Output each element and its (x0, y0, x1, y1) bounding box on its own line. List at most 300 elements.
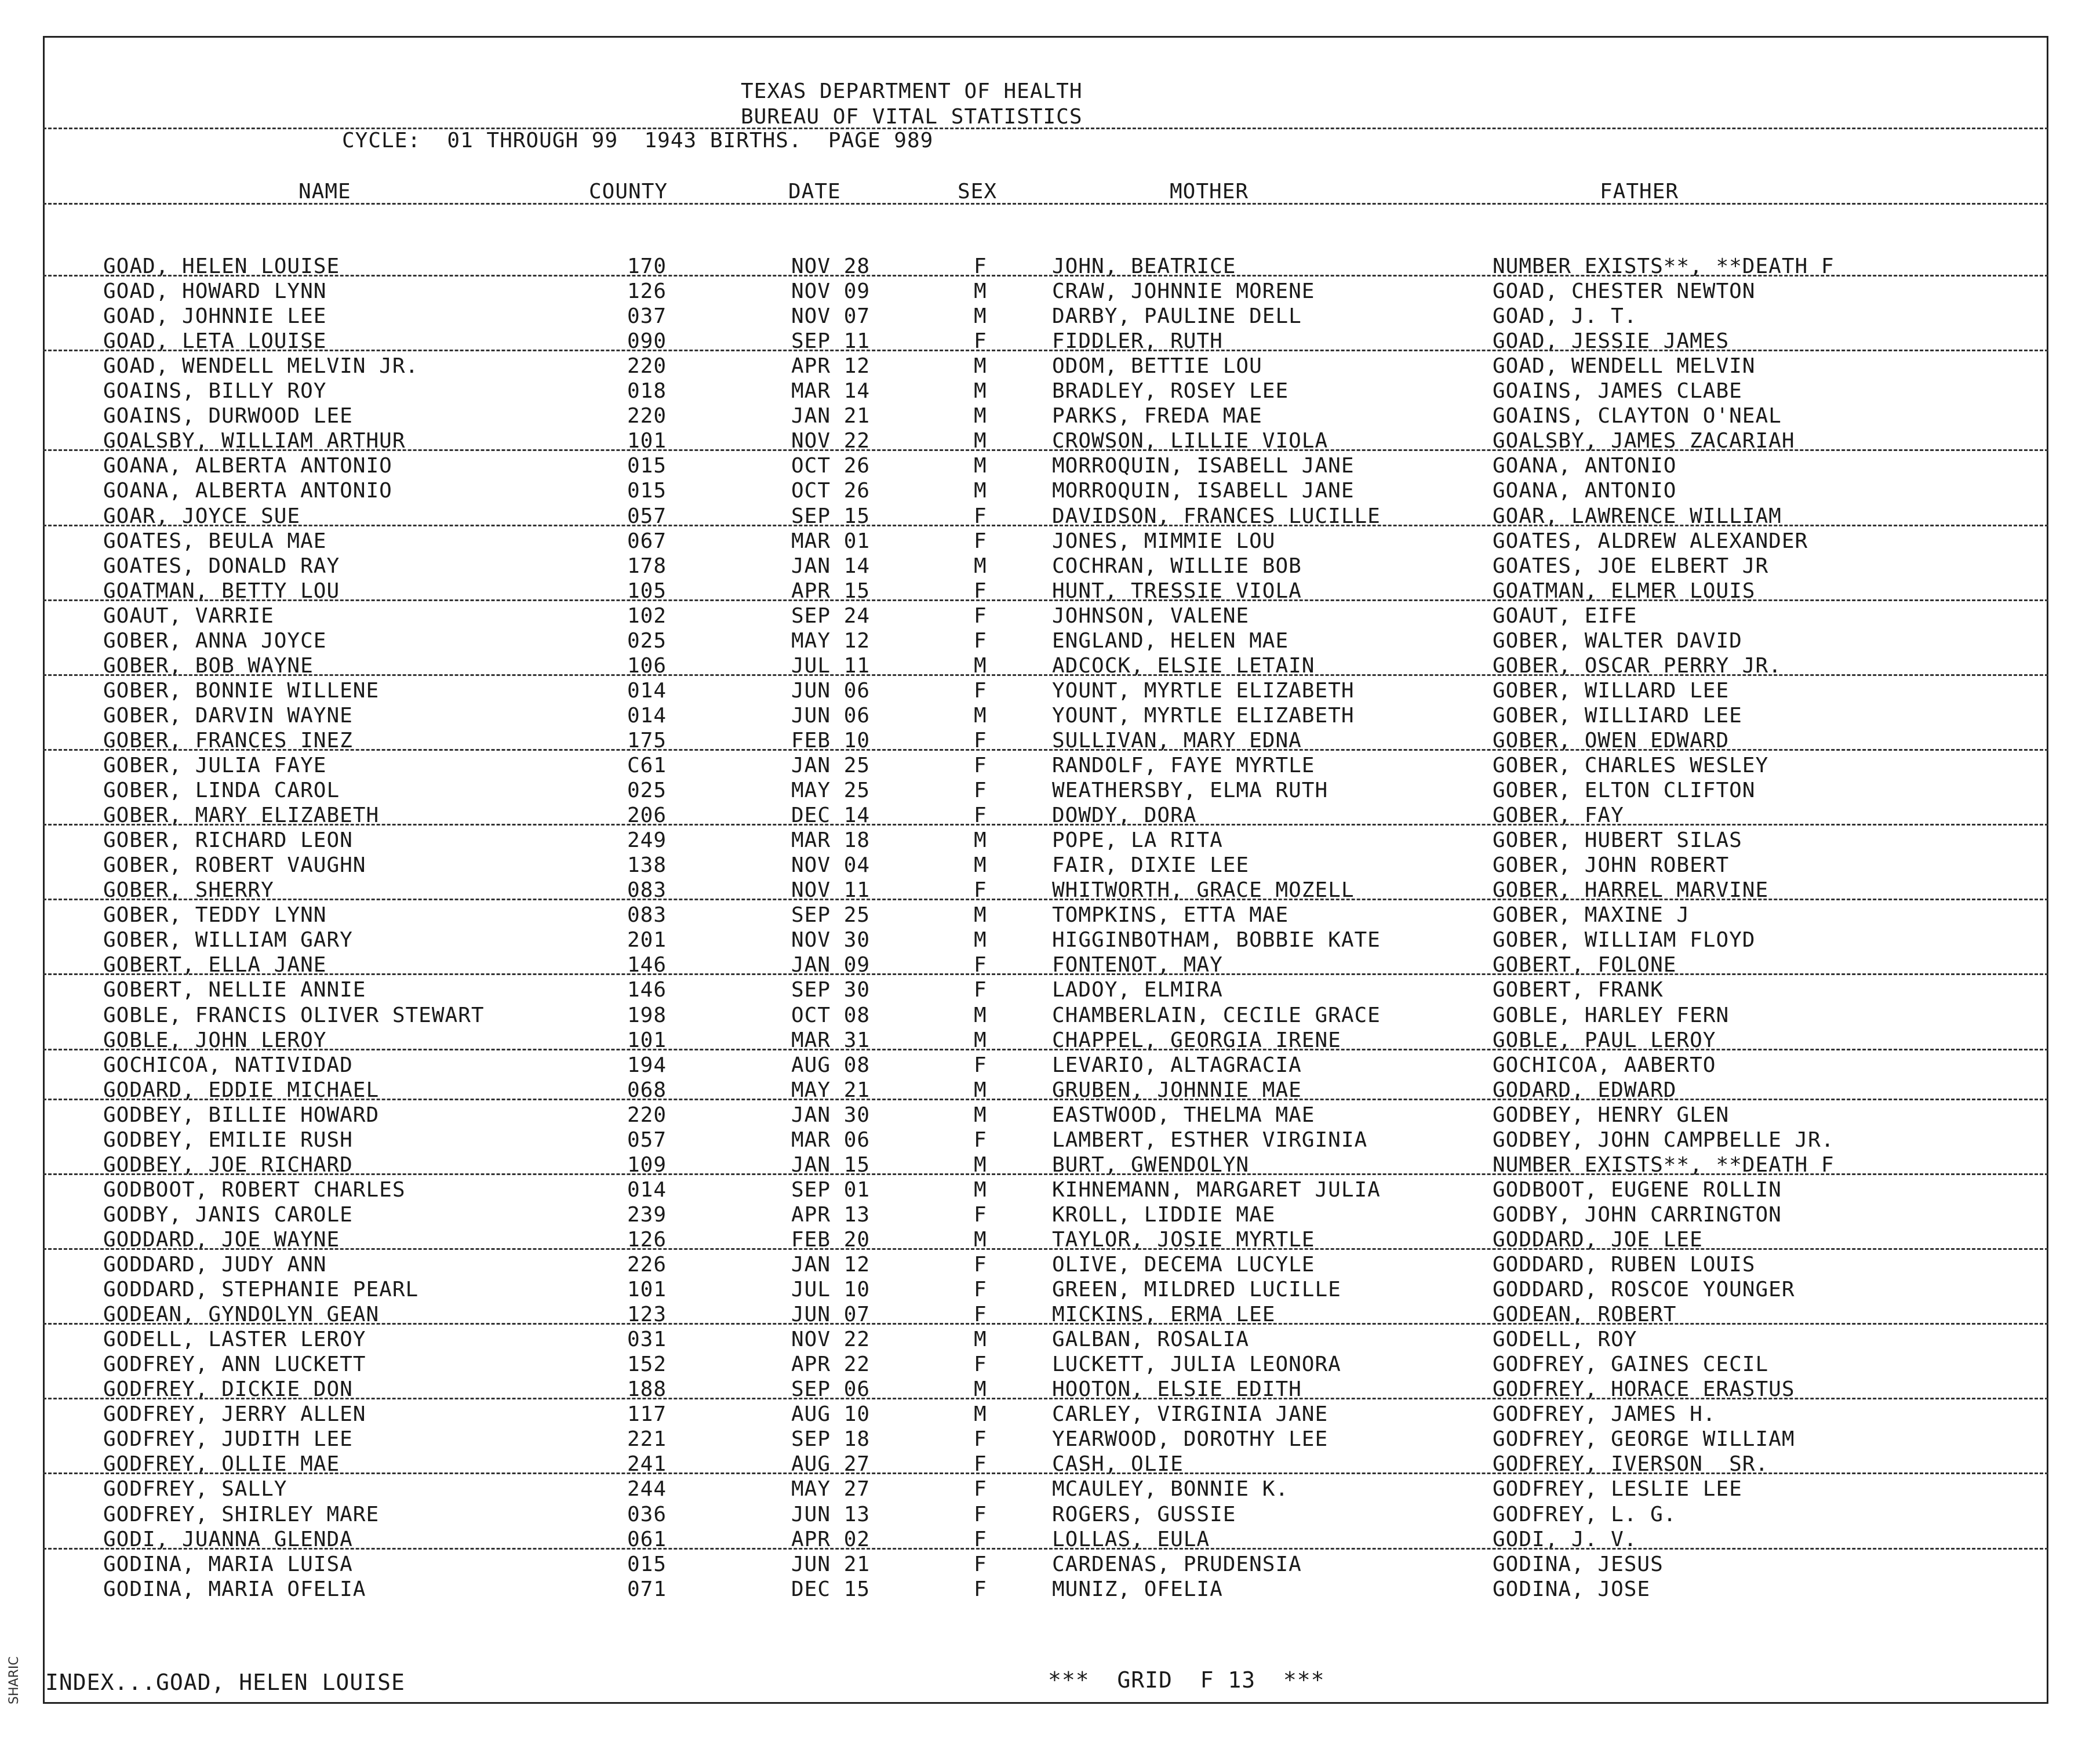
cell-county: 123 (627, 1303, 667, 1327)
cell-name: GODBEY, JOE RICHARD (103, 1152, 353, 1177)
cell-mother: HIGGINBOTHAM, BOBBIE KATE (1052, 928, 1381, 952)
cell-sex: F (974, 1452, 987, 1477)
cell-date: NOV 04 (791, 853, 871, 878)
table-row (0, 1128, 2100, 1152)
cell-sex: M (974, 1177, 987, 1202)
table-row (0, 1502, 2100, 1527)
cell-name: GODFREY, DICKIE DON (103, 1377, 353, 1402)
cell-mother: HUNT, TRESSIE VIOLA (1052, 579, 1302, 603)
cell-county: 105 (627, 579, 667, 603)
cell-name: GODBEY, BILLIE HOWARD (103, 1103, 380, 1127)
cell-sex: M (974, 1227, 987, 1252)
cell-sex: M (974, 1028, 987, 1052)
cell-county: 083 (627, 878, 667, 903)
cell-mother: MORROQUIN, ISABELL JANE (1052, 454, 1355, 478)
cell-mother: CHAMBERLAIN, CECILE GRACE (1052, 1003, 1381, 1027)
cell-county: 083 (627, 903, 667, 928)
cell-father: GOBERT, FOLONE (1493, 953, 1677, 977)
cell-sex: M (974, 379, 987, 403)
cell-county: 126 (627, 279, 667, 304)
cell-sex: F (974, 329, 987, 354)
cell-sex: M (974, 1152, 987, 1177)
table-row (0, 1103, 2100, 1128)
cell-mother: KIHNEMANN, MARGARET JULIA (1052, 1177, 1381, 1202)
row-separator (43, 449, 2048, 451)
cell-mother: TOMPKINS, ETTA MAE (1052, 903, 1289, 928)
cell-father: GOBER, JOHN ROBERT (1493, 853, 1730, 878)
cell-mother: ENGLAND, HELEN MAE (1052, 628, 1289, 653)
cell-name: GODDARD, JUDY ANN (103, 1253, 327, 1277)
cell-father: GOBER, MAXINE J (1493, 903, 1690, 928)
cell-father: GODFREY, LESLIE LEE (1493, 1477, 1742, 1501)
cell-date: MAR 06 (791, 1128, 871, 1152)
cell-name: GOATMAN, BETTY LOU (103, 579, 340, 603)
cell-name: GOAINS, DURWOOD LEE (103, 404, 353, 428)
table-row (0, 1327, 2100, 1352)
cell-sex: F (974, 529, 987, 553)
cell-name: GODBOOT, ROBERT CHARLES (103, 1177, 406, 1202)
cell-mother: LADOY, ELMIRA (1052, 978, 1223, 1002)
row-separator (43, 1398, 2048, 1399)
cell-name: GOAINS, BILLY ROY (103, 379, 327, 403)
table-row (0, 478, 2100, 503)
column-header-mother: MOTHER (1170, 180, 1249, 203)
cell-date: DEC 14 (791, 803, 871, 828)
cell-date: JAN 12 (791, 1253, 871, 1277)
cell-sex: F (974, 603, 987, 628)
table-row (0, 1053, 2100, 1078)
cell-county: 220 (627, 1103, 667, 1127)
cell-sex: F (974, 579, 987, 603)
cell-mother: DAVIDSON, FRANCES LUCILLE (1052, 504, 1381, 528)
cell-father: GOBER, WILLIARD LEE (1493, 703, 1742, 728)
table-row (0, 379, 2100, 403)
cell-father: GOALSBY, JAMES ZACARIAH (1493, 429, 1795, 453)
cell-name: GOBERT, ELLA JANE (103, 953, 327, 977)
row-separator (43, 973, 2048, 975)
cell-father: GOANA, ANTONIO (1493, 479, 1677, 503)
cell-mother: HOOTON, ELSIE EDITH (1052, 1377, 1302, 1402)
cell-date: FEB 20 (791, 1227, 871, 1252)
cell-date: APR 22 (791, 1352, 871, 1377)
cell-date: APR 15 (791, 579, 871, 603)
cell-father: GOAD, WENDELL MELVIN (1493, 354, 1756, 379)
table-row (0, 453, 2100, 478)
cell-county: 117 (627, 1402, 667, 1427)
cell-mother: JONES, MIMMIE LOU (1052, 529, 1276, 553)
cell-county: 194 (627, 1053, 667, 1077)
cell-name: GOBER, RICHARD LEON (103, 828, 353, 853)
cell-mother: CRAW, JOHNNIE MORENE (1052, 279, 1315, 304)
cell-mother: CARLEY, VIRGINIA JANE (1052, 1402, 1329, 1427)
cell-date: OCT 08 (791, 1003, 871, 1027)
cell-mother: CHAPPEL, GEORGIA IRENE (1052, 1028, 1341, 1052)
cell-county: 239 (627, 1202, 667, 1227)
cell-name: GOBER, FRANCES INEZ (103, 728, 353, 752)
cell-mother: WHITWORTH, GRACE MOZELL (1052, 878, 1355, 903)
cell-name: GOBERT, NELLIE ANNIE (103, 978, 366, 1002)
cell-name: GODI, JUANNA GLENDA (103, 1527, 353, 1551)
cell-county: 178 (627, 554, 667, 578)
cell-father: GOBER, HARREL MARVINE (1493, 878, 1769, 903)
cell-sex: F (974, 728, 987, 752)
cell-county: 175 (627, 728, 667, 752)
cell-name: GOBER, DARVIN WAYNE (103, 703, 353, 728)
table-row (0, 753, 2100, 778)
table-row (0, 403, 2100, 428)
cell-county: 221 (627, 1427, 667, 1452)
table-row (0, 678, 2100, 703)
cell-mother: YOUNT, MYRTLE ELIZABETH (1052, 678, 1355, 703)
cell-date: JUL 10 (791, 1278, 871, 1302)
cell-date: MAY 21 (791, 1078, 871, 1102)
cell-county: C61 (627, 754, 667, 777)
cell-sex: M (974, 554, 987, 578)
cell-mother: BRADLEY, ROSEY LEE (1052, 379, 1289, 403)
table-row (0, 828, 2100, 853)
cell-father: GODFREY, GEORGE WILLIAM (1493, 1427, 1795, 1452)
table-row (0, 529, 2100, 554)
cell-father: GOCHICOA, AABERTO (1493, 1053, 1716, 1077)
cell-name: GODFREY, JERRY ALLEN (103, 1402, 366, 1427)
cell-sex: F (974, 678, 987, 703)
cell-county: 036 (627, 1502, 667, 1526)
cell-name: GODFREY, SALLY (103, 1477, 287, 1501)
cell-date: FEB 10 (791, 728, 871, 752)
cell-name: GOBER, TEDDY LYNN (103, 903, 327, 928)
department-title: TEXAS DEPARTMENT OF HEALTH (741, 79, 1083, 103)
cell-mother: DARBY, PAULINE DELL (1052, 304, 1302, 329)
cell-date: SEP 11 (791, 329, 871, 354)
cell-county: 068 (627, 1078, 667, 1102)
cell-father: GOATES, ALDREW ALEXANDER (1493, 529, 1808, 553)
cell-mother: ROGERS, GUSSIE (1052, 1502, 1236, 1526)
cell-date: JAN 30 (791, 1103, 871, 1127)
cell-sex: M (974, 279, 987, 304)
cell-sex: F (974, 628, 987, 653)
cell-father: GODFREY, L. G. (1493, 1502, 1677, 1526)
cell-mother: COCHRAN, WILLIE BOB (1052, 554, 1302, 578)
cell-county: 146 (627, 978, 667, 1002)
cell-date: SEP 15 (791, 504, 871, 528)
cell-date: NOV 09 (791, 279, 871, 304)
cell-father: GODDARD, RUBEN LOUIS (1493, 1253, 1756, 1277)
cell-county: 101 (627, 1028, 667, 1052)
index-label: INDEX...GOAD, HELEN LOUISE (45, 1670, 405, 1695)
cell-mother: BURT, GWENDOLYN (1052, 1152, 1250, 1177)
cell-county: 101 (627, 1278, 667, 1302)
cell-name: GOBLE, JOHN LEROY (103, 1028, 327, 1052)
cell-date: APR 02 (791, 1527, 871, 1551)
cell-father: GODFREY, HORACE ERASTUS (1493, 1377, 1795, 1402)
cell-date: SEP 01 (791, 1177, 871, 1202)
cell-father: GOBERT, FRANK (1493, 978, 1664, 1002)
cell-sex: M (974, 653, 987, 678)
table-row (0, 279, 2100, 304)
cell-sex: F (974, 1253, 987, 1277)
cell-sex: F (974, 1352, 987, 1377)
cell-name: GOANA, ALBERTA ANTONIO (103, 454, 392, 478)
cell-date: SEP 06 (791, 1377, 871, 1402)
cell-county: 198 (627, 1003, 667, 1027)
cell-date: NOV 22 (791, 1328, 871, 1352)
cell-county: 146 (627, 953, 667, 977)
bureau-title: BUREAU OF VITAL STATISTICS (741, 105, 1083, 129)
cell-father: GOAUT, EIFE (1493, 603, 1637, 628)
cell-father: GOBER, WILLARD LEE (1493, 678, 1730, 703)
cell-county: 018 (627, 379, 667, 403)
cell-county: 067 (627, 529, 667, 553)
table-row (0, 1352, 2100, 1377)
cell-mother: KROLL, LIDDIE MAE (1052, 1202, 1276, 1227)
cell-sex: F (974, 1303, 987, 1327)
cell-mother: MORROQUIN, ISABELL JANE (1052, 479, 1355, 503)
cell-father: GOAR, LAWRENCE WILLIAM (1493, 504, 1782, 528)
cell-name: GODFREY, JUDITH LEE (103, 1427, 353, 1452)
cell-sex: M (974, 1103, 987, 1127)
row-separator (43, 1323, 2048, 1325)
table-row (0, 1003, 2100, 1028)
table-row (0, 853, 2100, 878)
cell-father: GODFREY, GAINES CECIL (1493, 1352, 1769, 1377)
table-row (0, 1477, 2100, 1501)
cell-sex: F (974, 779, 987, 803)
cell-name: GODINA, MARIA OFELIA (103, 1577, 366, 1601)
cell-mother: MCAULEY, BONNIE K. (1052, 1477, 1289, 1501)
cell-mother: RANDOLF, FAYE MYRTLE (1052, 754, 1315, 777)
cell-date: NOV 28 (791, 254, 871, 278)
cell-date: JUN 13 (791, 1502, 871, 1526)
cell-sex: M (974, 903, 987, 928)
cell-sex: F (974, 1278, 987, 1302)
cell-mother: SULLIVAN, MARY EDNA (1052, 728, 1302, 752)
row-separator (43, 749, 2048, 751)
cell-sex: M (974, 1078, 987, 1102)
cell-father: GOBER, WALTER DAVID (1493, 628, 1742, 653)
cell-sex: F (974, 803, 987, 828)
cell-date: OCT 26 (791, 479, 871, 503)
cell-county: 241 (627, 1452, 667, 1477)
cell-name: GOCHICOA, NATIVIDAD (103, 1053, 353, 1077)
row-separator (43, 824, 2048, 826)
column-header-county: COUNTY (589, 180, 668, 203)
cell-name: GOBER, BONNIE WILLENE (103, 678, 380, 703)
cell-sex: M (974, 703, 987, 728)
cell-mother: LUCKETT, JULIA LEONORA (1052, 1352, 1341, 1377)
cell-county: 220 (627, 404, 667, 428)
cell-sex: F (974, 254, 987, 278)
cell-mother: JOHNSON, VALENE (1052, 603, 1250, 628)
cell-county: 138 (627, 853, 667, 878)
cell-name: GOAD, JOHNNIE LEE (103, 304, 327, 329)
cell-sex: F (974, 978, 987, 1002)
column-header-date: DATE (788, 180, 841, 203)
cell-sex: M (974, 304, 987, 329)
cell-county: 220 (627, 354, 667, 379)
cell-county: 061 (627, 1527, 667, 1551)
cell-county: 015 (627, 1552, 667, 1576)
cell-sex: M (974, 454, 987, 478)
cell-mother: OLIVE, DECEMA LUCYLE (1052, 1253, 1315, 1277)
cell-sex: M (974, 1377, 987, 1402)
table-row (0, 1427, 2100, 1452)
cell-father: GOAD, CHESTER NEWTON (1493, 279, 1756, 304)
row-separator (43, 1099, 2048, 1100)
cell-father: GOATES, JOE ELBERT JR (1493, 554, 1769, 578)
cell-name: GOATES, DONALD RAY (103, 554, 340, 578)
cell-date: MAR 14 (791, 379, 871, 403)
cell-mother: GALBAN, ROSALIA (1052, 1328, 1250, 1352)
cell-father: GOANA, ANTONIO (1493, 454, 1677, 478)
cell-mother: MUNIZ, OFELIA (1052, 1577, 1223, 1601)
row-separator (43, 599, 2048, 601)
cell-date: JAN 14 (791, 554, 871, 578)
cell-date: APR 12 (791, 354, 871, 379)
row-separator (43, 1548, 2048, 1550)
cell-father: NUMBER EXISTS**, **DEATH F (1493, 1152, 1835, 1177)
table-row (0, 1552, 2100, 1577)
cell-county: 025 (627, 628, 667, 653)
cell-mother: GRUBEN, JOHNNIE MAE (1052, 1078, 1302, 1102)
cell-father: GOAD, JESSIE JAMES (1493, 329, 1730, 354)
table-row (0, 1252, 2100, 1277)
cell-mother: MICKINS, ERMA LEE (1052, 1303, 1276, 1327)
row-separator (43, 1472, 2048, 1474)
cell-sex: M (974, 853, 987, 878)
cell-county: 025 (627, 779, 667, 803)
cell-name: GOATES, BEULA MAE (103, 529, 327, 553)
cell-mother: CROWSON, LILLIE VIOLA (1052, 429, 1329, 453)
cell-sex: F (974, 1202, 987, 1227)
cell-date: NOV 30 (791, 928, 871, 952)
cell-father: GODINA, JESUS (1493, 1552, 1664, 1576)
cell-sex: F (974, 1552, 987, 1576)
cell-county: 201 (627, 928, 667, 952)
cell-sex: F (974, 1128, 987, 1152)
cell-county: 014 (627, 1177, 667, 1202)
cell-name: GOAD, HOWARD LYNN (103, 279, 327, 304)
cell-date: JAN 21 (791, 404, 871, 428)
table-row (0, 977, 2100, 1002)
cell-county: 106 (627, 653, 667, 678)
cell-name: GOAD, HELEN LOUISE (103, 254, 340, 278)
cell-county: 102 (627, 603, 667, 628)
cell-father: GOBER, CHARLES WESLEY (1493, 754, 1769, 777)
cell-name: GODELL, LASTER LEROY (103, 1328, 366, 1352)
row-separator (43, 1049, 2048, 1050)
cell-date: MAY 12 (791, 628, 871, 653)
cell-date: MAR 31 (791, 1028, 871, 1052)
cell-name: GODINA, MARIA LUISA (103, 1552, 353, 1576)
row-separator (43, 1248, 2048, 1250)
cell-mother: LAMBERT, ESTHER VIRGINIA (1052, 1128, 1368, 1152)
cell-date: NOV 07 (791, 304, 871, 329)
cell-sex: M (974, 429, 987, 453)
cell-father: GODBEY, JOHN CAMPBELLE JR. (1493, 1128, 1835, 1152)
cell-sex: M (974, 354, 987, 379)
column-header-divider (43, 203, 2048, 205)
cell-county: 249 (627, 828, 667, 853)
cell-county: 206 (627, 803, 667, 828)
cell-date: SEP 25 (791, 903, 871, 928)
cell-county: 109 (627, 1152, 667, 1177)
cell-date: JUN 07 (791, 1303, 871, 1327)
cell-name: GOAR, JOYCE SUE (103, 504, 301, 528)
cell-date: AUG 08 (791, 1053, 871, 1077)
cell-father: GODDARD, ROSCOE YOUNGER (1493, 1278, 1795, 1302)
cell-date: MAY 25 (791, 779, 871, 803)
cell-father: GODDARD, JOE LEE (1493, 1227, 1703, 1252)
cell-date: APR 13 (791, 1202, 871, 1227)
cell-name: GODBEY, EMILIE RUSH (103, 1128, 353, 1152)
column-header-father: FATHER (1600, 180, 1679, 203)
cell-sex: M (974, 928, 987, 952)
table-row (0, 628, 2100, 653)
cell-date: NOV 11 (791, 878, 871, 903)
cell-sex: M (974, 404, 987, 428)
cell-county: 170 (627, 254, 667, 278)
row-separator (43, 1173, 2048, 1175)
cell-date: JAN 25 (791, 754, 871, 777)
cell-father: GOAD, J. T. (1493, 304, 1637, 329)
cell-county: 090 (627, 329, 667, 354)
cell-county: 037 (627, 304, 667, 329)
cell-date: NOV 22 (791, 429, 871, 453)
cell-county: 152 (627, 1352, 667, 1377)
grid-label: *** GRID F 13 *** (1048, 1667, 1325, 1693)
cell-sex: F (974, 953, 987, 977)
cell-mother: ODOM, BETTIE LOU (1052, 354, 1262, 379)
cell-name: GOBER, ROBERT VAUGHN (103, 853, 366, 878)
cell-sex: F (974, 1053, 987, 1077)
table-row (0, 928, 2100, 952)
cell-county: 031 (627, 1328, 667, 1352)
cell-name: GODFREY, ANN LUCKETT (103, 1352, 366, 1377)
cell-father: GOBER, ELTON CLIFTON (1493, 779, 1756, 803)
cell-sex: M (974, 828, 987, 853)
cell-mother: LOLLAS, EULA (1052, 1527, 1210, 1551)
table-row (0, 603, 2100, 628)
cell-name: GOANA, ALBERTA ANTONIO (103, 479, 392, 503)
table-row (0, 1277, 2100, 1302)
cell-date: AUG 10 (791, 1402, 871, 1427)
cell-sex: M (974, 1003, 987, 1027)
cell-father: GODARD, EDWARD (1493, 1078, 1677, 1102)
cell-father: GODBEY, HENRY GLEN (1493, 1103, 1730, 1127)
cell-name: GOBER, SHERRY (103, 878, 274, 903)
cell-sex: M (974, 479, 987, 503)
cell-name: GODFREY, SHIRLEY MARE (103, 1502, 380, 1526)
cell-date: SEP 18 (791, 1427, 871, 1452)
cell-father: GODBOOT, EUGENE ROLLIN (1493, 1177, 1782, 1202)
cell-father: GODFREY, JAMES H. (1493, 1402, 1716, 1427)
cell-name: GOBER, LINDA CAROL (103, 779, 340, 803)
cell-date: JUN 06 (791, 703, 871, 728)
cell-name: GOALSBY, WILLIAM ARTHUR (103, 429, 406, 453)
cell-name: GODFREY, OLLIE MAE (103, 1452, 340, 1477)
row-separator (43, 350, 2048, 351)
cell-county: 101 (627, 429, 667, 453)
cell-mother: YOUNT, MYRTLE ELIZABETH (1052, 703, 1355, 728)
cell-county: 015 (627, 479, 667, 503)
cell-county: 014 (627, 703, 667, 728)
cell-sex: F (974, 1527, 987, 1551)
cell-date: SEP 30 (791, 978, 871, 1002)
cell-date: JAN 15 (791, 1152, 871, 1177)
cell-father: GOBLE, HARLEY FERN (1493, 1003, 1730, 1027)
cell-father: GODBY, JOHN CARRINGTON (1493, 1202, 1782, 1227)
cell-name: GOBLE, FRANCIS OLIVER STEWART (103, 1003, 485, 1027)
